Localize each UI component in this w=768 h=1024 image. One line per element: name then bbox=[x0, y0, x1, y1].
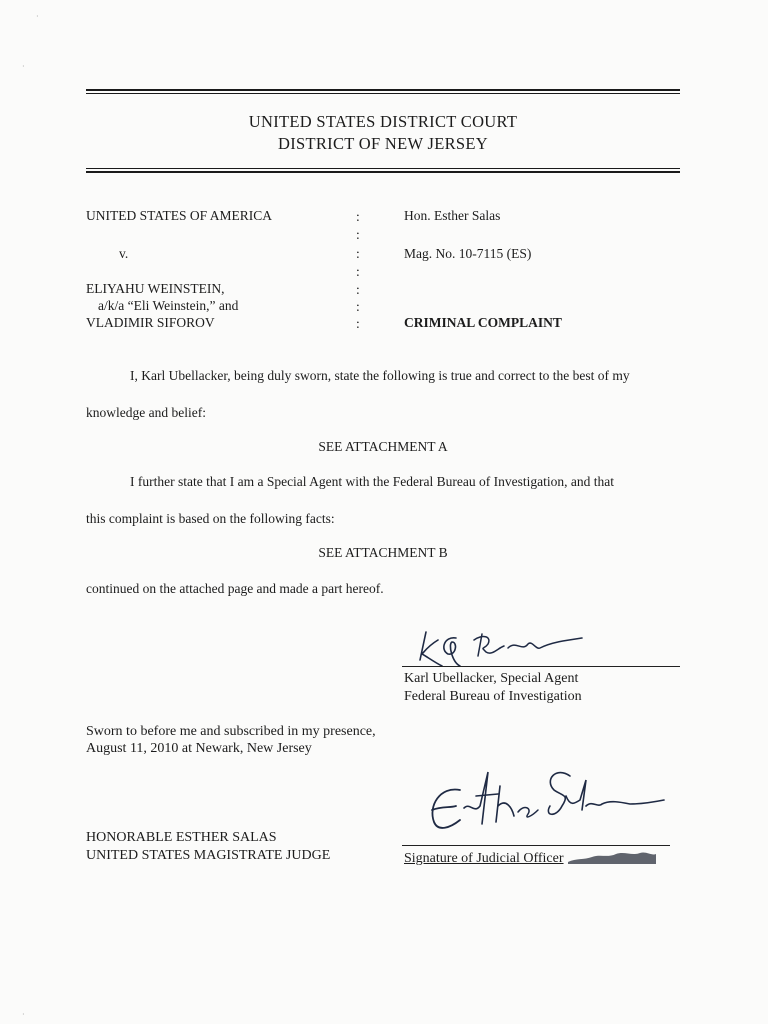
scan-speck: · bbox=[36, 12, 39, 21]
paragraph-1-line-1: I, Karl Ubellacker, being duly sworn, state the following is true and correct to the best of my bbox=[130, 368, 630, 383]
header-rule-bottom-thin bbox=[86, 168, 680, 169]
caption-defendant-2: VLADIMIR SIFOROV bbox=[86, 315, 215, 330]
sworn-statement-line-2: August 11, 2010 at Newark, New Jersey bbox=[86, 741, 312, 756]
caption-versus: v. bbox=[119, 246, 129, 261]
continued-statement: continued on the attached page and made a part hereof. bbox=[86, 581, 384, 596]
attachment-b-reference: SEE ATTACHMENT B bbox=[318, 545, 448, 560]
court-district: DISTRICT OF NEW JERSEY bbox=[278, 134, 488, 153]
caption-mag-number: Mag. No. 10-7115 (ES) bbox=[404, 246, 532, 261]
agent-name-title: Karl Ubellacker, Special Agent bbox=[404, 671, 579, 686]
scan-speck: · bbox=[22, 1010, 25, 1019]
caption-judge: Hon. Esther Salas bbox=[404, 208, 501, 223]
header-rule-top-thin bbox=[86, 93, 680, 94]
caption-colon: : bbox=[356, 246, 360, 261]
judge-signature-line bbox=[402, 845, 670, 846]
caption-colon: : bbox=[356, 316, 360, 331]
agent-signature-line bbox=[402, 666, 680, 667]
redaction-smudge bbox=[566, 848, 658, 866]
caption-colon: : bbox=[356, 209, 360, 224]
attachment-a-reference: SEE ATTACHMENT A bbox=[318, 439, 448, 454]
paragraph-1-line-2: knowledge and belief: bbox=[86, 405, 206, 420]
caption-colon: : bbox=[356, 227, 360, 242]
judicial-signature-label: Signature of Judicial Officer bbox=[404, 851, 564, 866]
judge-title: UNITED STATES MAGISTRATE JUDGE bbox=[86, 848, 331, 863]
agent-agency: Federal Bureau of Investigation bbox=[404, 689, 582, 704]
caption-colon: : bbox=[356, 264, 360, 279]
caption-defendant-1-aka: a/k/a “Eli Weinstein,” and bbox=[98, 298, 239, 313]
paragraph-2-line-2: this complaint is based on the following facts: bbox=[86, 511, 335, 526]
caption-defendant-1: ELIYAHU WEINSTEIN, bbox=[86, 281, 225, 296]
caption-colon: : bbox=[356, 282, 360, 297]
court-name: UNITED STATES DISTRICT COURT bbox=[248, 112, 518, 131]
sworn-statement-line-1: Sworn to before me and subscribed in my presence, bbox=[86, 724, 376, 739]
header-rule-top bbox=[86, 89, 680, 91]
caption-plaintiff: UNITED STATES OF AMERICA bbox=[86, 208, 273, 223]
header-rule-bottom bbox=[86, 171, 680, 173]
scan-speck: · bbox=[22, 62, 25, 71]
paragraph-2-line-1: I further state that I am a Special Agent with the Federal Bureau of Investigation, and that bbox=[130, 474, 614, 489]
judge-signature-scrawl bbox=[420, 766, 670, 846]
judge-name: HONORABLE ESTHER SALAS bbox=[86, 830, 277, 845]
caption-colon: : bbox=[356, 299, 360, 314]
document-title: CRIMINAL COMPLAINT bbox=[404, 315, 562, 330]
